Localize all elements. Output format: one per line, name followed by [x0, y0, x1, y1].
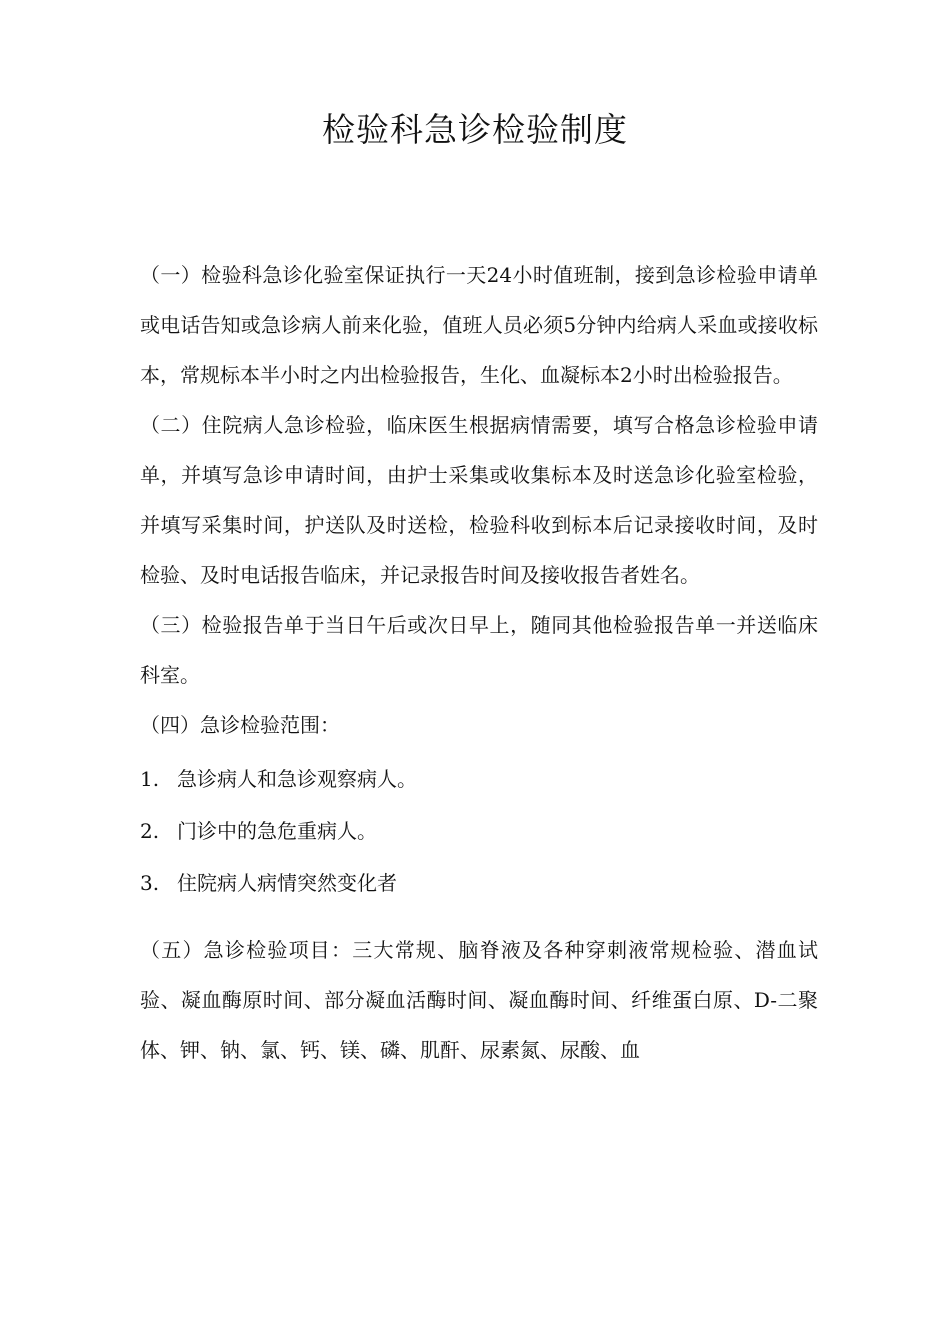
document-title: 检验科急诊检验制度 [322, 110, 628, 149]
list-item [140, 753, 818, 805]
spacer [140, 909, 818, 925]
list-item [140, 857, 818, 909]
list-item-number: 1. [140, 767, 160, 791]
list-item-number: 3. [140, 871, 160, 895]
paragraph-4: （四）急诊检验范围： [140, 713, 340, 737]
paragraph-1: （一）检验科急诊化验室保证执行一天24小时值班制，接到急诊检验申请单或电话告知或急诊病人前来化验，值班人员必须5分钟内给病人采血或接收标本，常规标本半小时之内出检验报告，生化、血凝标本2小时出检验报告。 [140, 263, 818, 387]
list-item [140, 805, 818, 857]
paragraph-3: （三）检验报告单于当日午后或次日早上，随同其他检验报告单一并送临床科室。 [140, 613, 818, 687]
list-item-text: 急诊病人和急诊观察病人。 [177, 767, 417, 791]
list-item-text: 门诊中的急危重病人。 [177, 819, 377, 843]
paragraph-2: （二）住院病人急诊检验，临床医生根据病情需要，填写合格急诊检验申请单，并填写急诊申请时间，由护士采集或收集标本及时送急诊化验室检验，并填写采集时间，护送队及时送检，检验科收到标本后记录接收时间，及时检验、及时电话报告临床，并记录报告时间及接收报告者姓名。 [140, 413, 818, 587]
paragraph-5: （五）急诊检验项目：三大常规、脑脊液及各种穿刺液常规检验、潜血试验、凝血酶原时间、部分凝血活酶时间、凝血酶时间、纤维蛋白原、D-二聚体、钾、钠、氯、钙、镁、磷、肌酐、尿素氮、尿酸、血 [140, 938, 818, 1062]
list-item-text: 住院病人病情突然变化者 [177, 871, 397, 895]
scope-list [140, 753, 818, 909]
list-item-number: 2. [140, 819, 160, 843]
document-body [140, 250, 818, 1075]
